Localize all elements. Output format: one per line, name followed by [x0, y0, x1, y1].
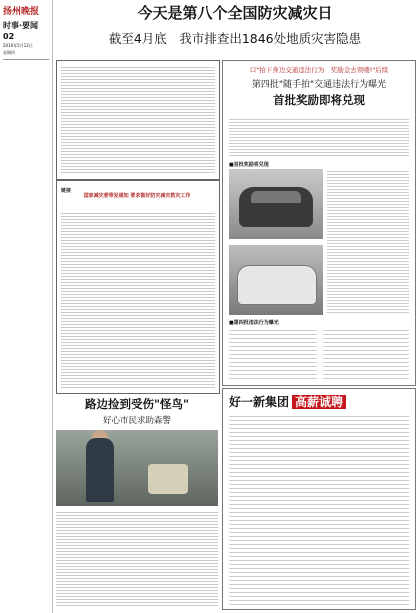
- headline-block: [56, 2, 414, 54]
- article-body-a: [56, 60, 220, 180]
- issue-weekday: 星期四: [3, 50, 15, 55]
- issue-date: 2016年5月12日: [3, 43, 33, 48]
- section-name: 时事·要闻: [3, 21, 39, 30]
- main-headline: 今天是第八个全国防灾减灾日: [137, 4, 333, 22]
- car-photo-1: [229, 169, 323, 239]
- left-column: [0, 0, 53, 613]
- article-subhead: 第四批"随手拍"交通违法行为曝光: [251, 80, 387, 90]
- body-text: [61, 65, 215, 175]
- car-photo-2: [229, 245, 323, 315]
- car-shape: [237, 265, 317, 305]
- violation-list-right: [323, 327, 409, 379]
- story-body-text: [56, 510, 218, 608]
- divider: [3, 59, 49, 60]
- story-title: 路边捡到受伤"怪鸟": [85, 397, 189, 411]
- article-column-text: [327, 169, 409, 315]
- violation-list-left: [229, 327, 317, 379]
- ad-header: [223, 389, 415, 410]
- article-kicker: 口"拍下身边交通违法行为 奖励金去领喽!"后续: [249, 66, 389, 74]
- car-windshield: [251, 191, 301, 203]
- right-article: [222, 60, 416, 386]
- story-photo: [56, 430, 218, 506]
- ad-body-text: [229, 413, 409, 605]
- page-number: 02: [3, 32, 15, 41]
- ad-highlight: 高薪诚聘: [292, 395, 346, 409]
- person-figure: [86, 438, 114, 502]
- section-tag: 链接: [61, 188, 72, 194]
- article-body-b: [56, 180, 220, 394]
- ad-company: 好一新集团: [229, 395, 290, 409]
- bird-box: [148, 464, 188, 494]
- article-title: 首批奖励即将兑现: [273, 93, 365, 107]
- recruitment-ad: [222, 388, 416, 610]
- article-subtitle: 国家减灾委等发通知 要求做好防灾减灾救灾工作: [83, 193, 191, 199]
- masthead: [3, 4, 49, 56]
- sub-headline: 截至4月底 我市排查出1846处地质灾害隐患: [108, 31, 362, 46]
- article-intro: [229, 117, 409, 157]
- bird-story-head: [56, 396, 218, 426]
- story-subtitle: 好心市民求助森警: [102, 416, 171, 426]
- newspaper-logo: 扬州晚报: [3, 7, 40, 17]
- body-text: [61, 211, 215, 389]
- photos-label: ■首批奖励将兑现: [229, 162, 269, 168]
- violation-list-label: ■第四批违法行为曝光: [229, 320, 279, 326]
